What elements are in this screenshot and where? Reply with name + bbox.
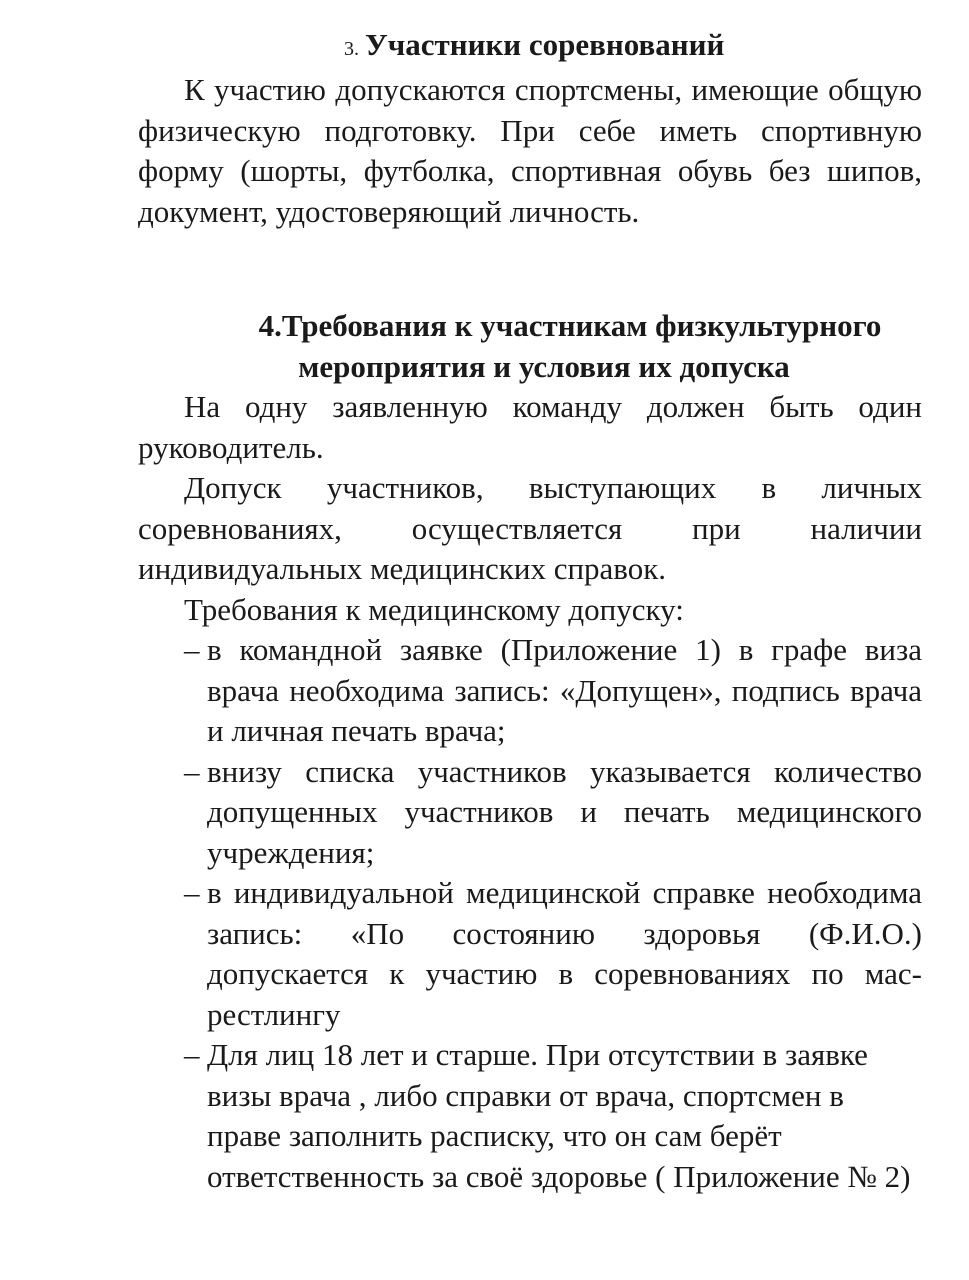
list-dash: – [184, 1037, 200, 1072]
list-item-text: в индивидуальной медицинской справке необходима запись: «По состоянию здоровья (Ф.И.О.) допускается к участию в соревнованиях по мас-рестлингу [207, 875, 922, 1032]
medical-requirements-list [138, 630, 922, 1197]
list-item-text: внизу списка участников указывается количество допущенных участников и печать медицинского учреждения; [207, 753, 922, 870]
list-item [138, 873, 922, 1035]
list-item [138, 630, 922, 752]
list-item-text: в командной заявке (Приложение 1) в графе виза врача необходима запись: «Допущен», подпись врача и личная печать врача; [207, 632, 922, 748]
list-dash: – [184, 753, 200, 789]
section-3-heading [138, 24, 922, 70]
section-4-title-line2: мероприятия и условия их допуска [298, 349, 790, 384]
section-4-heading [138, 305, 922, 387]
list-dash: – [184, 632, 200, 667]
list-dash: – [184, 875, 200, 910]
list-item [138, 1035, 922, 1197]
section-3-title: Участники соревнований [365, 27, 725, 62]
section-3-paragraph: К участию допускаются спортсмены, имеющие общую физическую подготовку. При себе иметь спортивную форму (шорты, футболка, спортивная обувь без шипов, документ, удостоверяющий личность. [138, 72, 922, 229]
section-3-number: 3. [344, 38, 359, 60]
section-4-title-line1: 4.Требования к участникам физкультурного [258, 308, 882, 343]
section-4-paragraph-requirements: Требования к медицинскому допуску: [184, 591, 684, 627]
list-item [138, 752, 922, 874]
section-4-paragraph-leader: На одну заявленную команду должен быть один руководитель. [138, 389, 922, 465]
section-4-paragraph-admission: Допуск участников, выступающих в личных соревнованиях, осуществляется при наличии индивидуальных медицинских справок. [138, 470, 922, 586]
document-page [138, 24, 922, 1197]
list-item-text: Для лиц 18 лет и старше. При отсутствии в заявке визы врача , либо справки от врача, спортсмен в праве заполнить расписку, что он сам берёт ответственность за своё здоровье ( Приложение № 2) [207, 1037, 911, 1194]
